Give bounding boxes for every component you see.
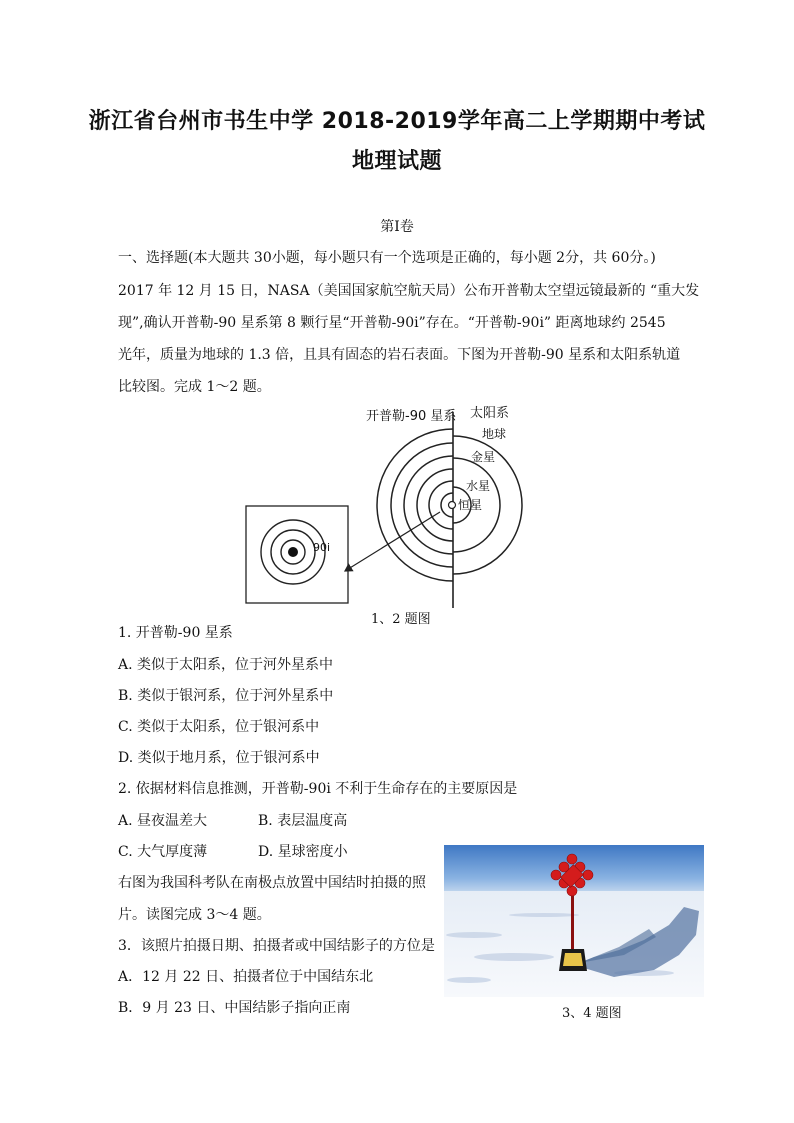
passage-line: 右图为我国科考队在南极点放置中国结时拍摄的照 [118, 875, 426, 891]
star-label: 恒星 [458, 498, 483, 512]
inset-star-icon [288, 547, 298, 557]
orbit-comparison-figure [240, 400, 540, 612]
kepler90-label: 开普勒-90 星系 [366, 409, 457, 424]
knot-plaque [563, 953, 583, 966]
knot-cord [571, 889, 574, 949]
passage-line: 片。读图完成 3～4 题。 [118, 907, 271, 923]
figure2-caption: 3、4 题图 [562, 1006, 622, 1021]
passage-line: 光年，质量为地球的 1.3 倍，且具有固态的岩石表面。下图为开普勒-90 星系和太阳系轨道 [118, 347, 681, 363]
q2-option-b: B. 表层温度高 [258, 813, 348, 829]
section-heading: 第Ⅰ卷 [380, 219, 414, 235]
q1-option-d: D. 类似于地月系，位于银河系中 [118, 750, 320, 766]
passage-line: 比较图。完成 1～2 题。 [118, 379, 271, 395]
question-3-stem: 3．该照片拍摄日期、拍摄者或中国结影子的方位是 [118, 938, 435, 954]
passage-line: 2017 年 12 月 15 日，NASA（美国国家航空航天局）公布开普勒太空望远镜最新的 “重大发 [118, 283, 700, 299]
star-icon [449, 502, 456, 509]
mercury-label: 水星 [466, 479, 491, 493]
q2-option-d: D. 星球密度小 [258, 844, 348, 860]
paper-title: 浙江省台州市书生中学 2018-2019学年高二上学期期中考试 [88, 109, 706, 134]
q2-option-c: C. 大气厚度薄 [118, 844, 208, 860]
figure1-caption: 1、2 题图 [371, 612, 431, 627]
q1-option-b: B. 类似于银河系，位于河外星系中 [118, 688, 334, 704]
q3-option-b: B．9 月 23 日、中国结影子指向正南 [118, 1000, 351, 1016]
question-2-stem: 2. 依据材料信息推测，开普勒-90i 不利于生命存在的主要原因是 [118, 781, 518, 797]
q1-option-a: A. 类似于太阳系，位于河外星系中 [118, 657, 334, 673]
earth-label: 地球 [482, 427, 507, 441]
passage-line: 现”,确认开普勒-90 星系第 8 颗行星“开普勒-90i”存在。“开普勒-90i” 距离地球约 2545 [118, 315, 666, 331]
instructions-line: 一、选择题(本大题共 30小题，每小题只有一个选项是正确的，每小题 2分，共 60分。) [118, 250, 656, 266]
south-pole-photo [444, 845, 704, 997]
question-1-stem: 1. 开普勒-90 星系 [118, 625, 233, 641]
venus-label: 金星 [471, 450, 496, 464]
planet-90i-label: 90i [313, 541, 331, 554]
paper-subtitle: 地理试题 [351, 149, 442, 174]
q2-option-a: A. 昼夜温差大 [118, 813, 208, 829]
solar-system-label: 太阳系 [470, 406, 510, 421]
q3-option-a: A．12 月 22 日、拍摄者位于中国结东北 [118, 969, 374, 985]
q1-option-c: C. 类似于太阳系，位于银河系中 [118, 719, 320, 735]
